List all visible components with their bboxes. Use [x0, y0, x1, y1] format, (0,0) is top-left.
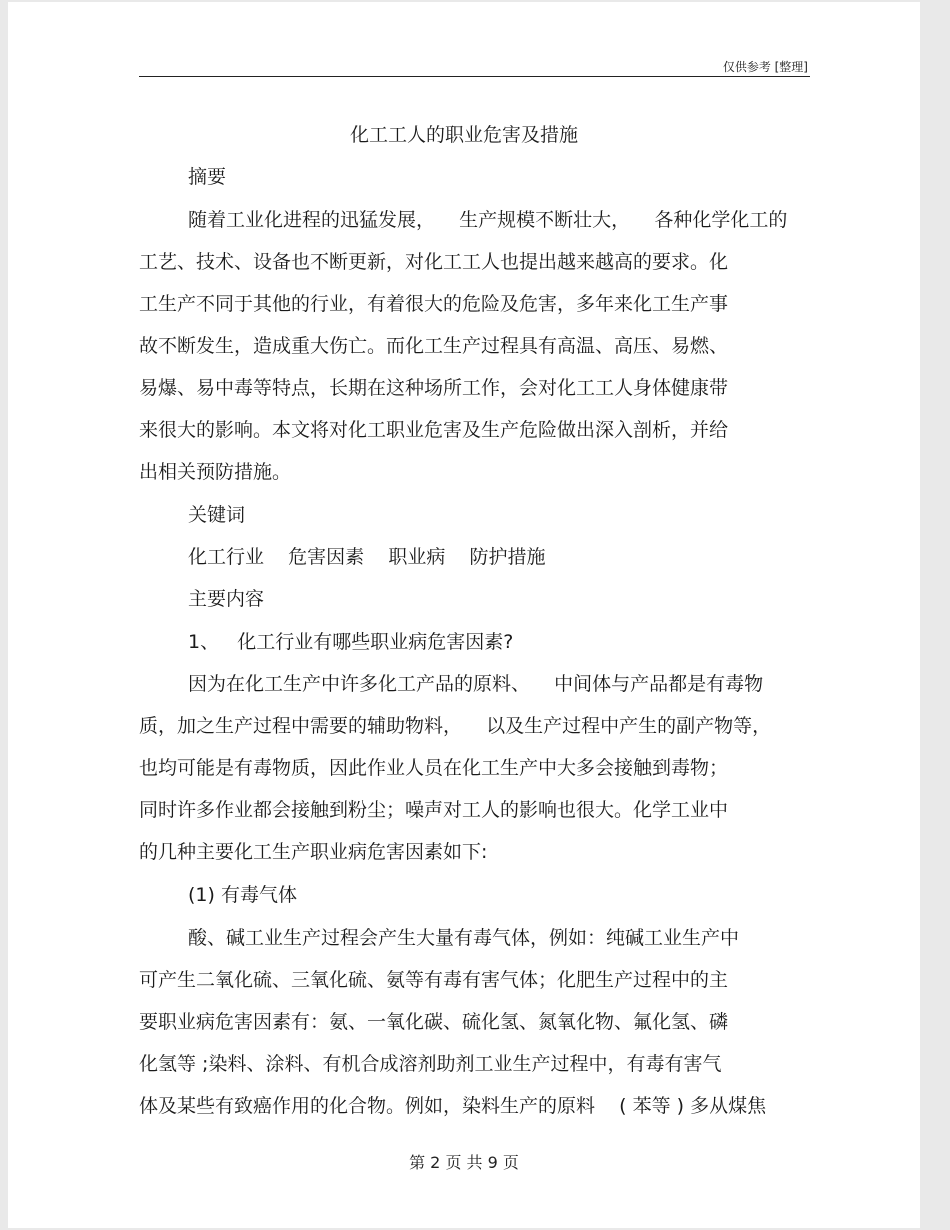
paragraph-line: 工艺、技术、设备也不断更新，对化工工人也提出越来越高的要求。化: [139, 251, 729, 273]
document-title: 化工工人的职业危害及措施: [349, 124, 578, 146]
keywords-line: 化工行业 危害因素 职业病 防护措施: [188, 546, 546, 568]
paragraph-line: 故不断发生，造成重大伤亡。而化工生产过程具有高温、高压、易燃、: [139, 335, 729, 357]
paragraph-line: 来很大的影响。本文将对化工职业危害及生产危险做出深入剖析，并给: [139, 419, 729, 441]
paragraph-line: 因为在化工生产中许多化工产品的原料、 中间体与产品都是有毒物: [188, 673, 764, 695]
subsection-heading: (1) 有毒气体: [188, 884, 297, 906]
paragraph-line: 随着工业化进程的迅猛发展， 生产规模不断壮大， 各种化学化工的: [188, 209, 788, 231]
paragraph-line: 质，加之生产过程中需要的辅助物料， 以及生产过程中产生的副产物等，: [139, 715, 772, 737]
paragraph-line: 酸、碱工业生产过程会产生大量有毒气体，例如：纯碱工业生产中: [188, 927, 740, 949]
paragraph-line: 易爆、易中毒等特点，长期在这种场所工作，会对化工工人身体健康带: [139, 377, 729, 399]
section-heading: 1、 化工行业有哪些职业病危害因素?: [188, 631, 514, 653]
page-footer: 第 2 页 共 9 页: [409, 1153, 519, 1172]
header-rule: [139, 76, 810, 77]
paragraph-line: 也均可能是有毒物质，因此作业人员在化工生产中大多会接触到毒物；: [139, 757, 729, 779]
paragraph-line: 同时许多作业都会接触到粉尘；噪声对工人的影响也很大。化学工业中: [139, 799, 729, 821]
header-note: 仅供参考 [整理]: [722, 60, 808, 74]
document-page: [8, 2, 920, 1228]
paragraph-line: 的几种主要化工生产职业病危害因素如下:: [139, 841, 488, 863]
main-content-heading: 主要内容: [188, 588, 265, 610]
paragraph-line: 体及某些有致癌作用的化合物。例如，染料生产的原料 ( 苯等 ) 多从煤焦: [139, 1095, 767, 1117]
keywords-heading: 关键词: [188, 504, 246, 526]
paragraph-line: 可产生二氧化硫、三氧化硫、氨等有毒有害气体；化肥生产过程中的主: [139, 969, 729, 991]
paragraph-line: 要职业病危害因素有：氨、一氧化碳、硫化氢、氮氧化物、氟化氢、磷: [139, 1011, 729, 1033]
paragraph-line: 出相关预防措施。: [139, 461, 292, 483]
abstract-heading: 摘要: [188, 166, 227, 188]
paragraph-line: 工生产不同于其他的行业，有着很大的危险及危害，多年来化工生产事: [139, 293, 729, 315]
paragraph-line: 化氢等 ;染料、涂料、有机合成溶剂助剂工业生产过程中，有毒有害气: [139, 1053, 722, 1075]
